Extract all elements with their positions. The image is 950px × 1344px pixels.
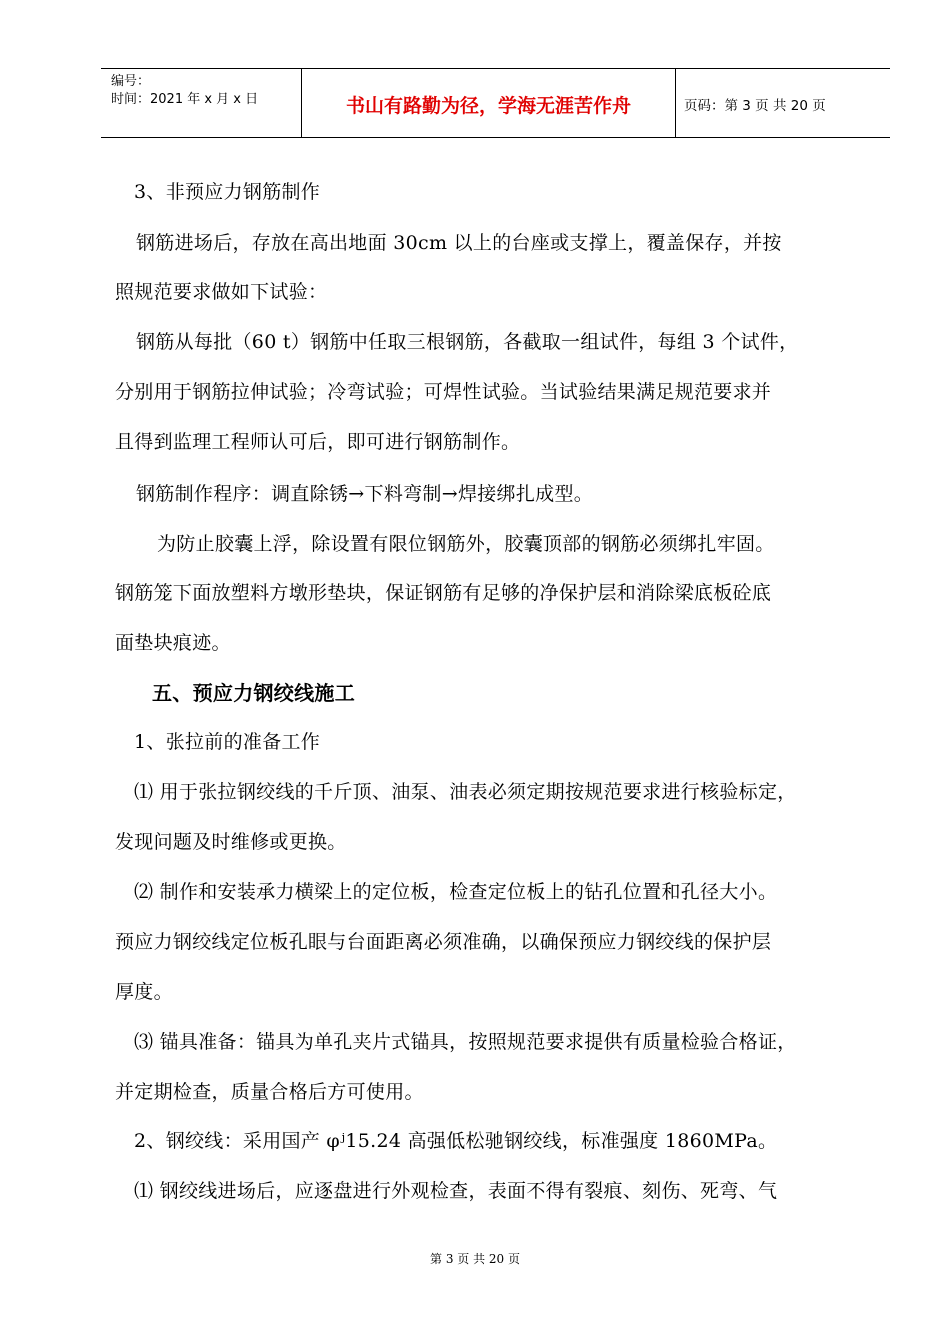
page-footer: 第 3 页 共 20 页 [430,1252,520,1266]
paragraph-line: 预应力钢绞线定位板孔眼与台面距离必须准确，以确保预应力钢绞线的保护层 [115,931,772,953]
page-header [101,68,890,138]
paragraph-line: 并定期检查，质量合格后方可使用。 [115,1081,424,1103]
paragraph-line: 钢筋从每批（60 t）钢筋中任取三根钢筋，各截取一组试件，每组 3 个试件， [136,331,799,353]
paragraph-line: 钢筋进场后，存放在高出地面 30cm 以上的台座或支撑上，覆盖保存，并按 [136,232,782,254]
header-motto-cell [302,69,676,137]
paragraph-line: 且得到监理工程师认可后，即可进行钢筋制作。 [115,431,521,453]
paragraph-line: 钢筋制作程序：调直除锈→下料弯制→焊接绑扎成型。 [136,483,594,505]
paragraph-line: 为防止胶囊上浮，除设置有限位钢筋外，胶囊顶部的钢筋必须绑扎牢固。 [157,533,775,555]
header-page-cell [676,69,890,137]
doc-number-label: 编号： [111,74,151,89]
doc-time-label: 时间：2021 年 x 月 x 日 [111,92,259,107]
paragraph-line: 面垫块痕迹。 [115,632,231,654]
header-page-number: 页码：第 3 页 共 20 页 [684,98,826,114]
section-title-rebar: 3、非预应力钢筋制作 [134,181,321,203]
paragraph-line: ⑴ 钢绞线进场后，应逐盘进行外观检查，表面不得有裂痕、刻伤、死弯、气 [134,1180,778,1202]
paragraph-line: ⑴ 用于张拉钢绞线的千斤顶、油泵、油表必须定期按规范要求进行核验标定， [134,781,797,803]
paragraph-line: 钢筋笼下面放塑料方墩形垫块，保证钢筋有足够的净保护层和消除梁底板砼底 [115,582,772,604]
paragraph-line: 发现问题及时维修或更换。 [115,831,347,853]
paragraph-line: 照规范要求做如下试验： [115,281,328,303]
paragraph-line: ⑵ 制作和安装承力横梁上的定位板，检查定位板上的钻孔位置和孔径大小。 [134,881,778,903]
subsection-title: 1、张拉前的准备工作 [134,731,321,753]
paragraph-line: 厚度。 [115,981,173,1003]
header-meta-cell [101,69,302,137]
header-motto: 书山有路勤为径，学海无涯苦作舟 [345,95,631,117]
subsection-title: 2、钢绞线：采用国产 φʲ15.24 高强低松驰钢绞线，标准强度 1860MPa。 [134,1130,778,1152]
paragraph-line: ⑶ 锚具准备：锚具为单孔夹片式锚具，按照规范要求提供有质量检验合格证， [134,1031,797,1053]
paragraph-line: 分别用于钢筋拉伸试验；冷弯试验；可焊性试验。当试验结果满足规范要求并 [115,381,772,403]
section-heading-prestress: 五、预应力钢绞线施工 [152,681,355,705]
